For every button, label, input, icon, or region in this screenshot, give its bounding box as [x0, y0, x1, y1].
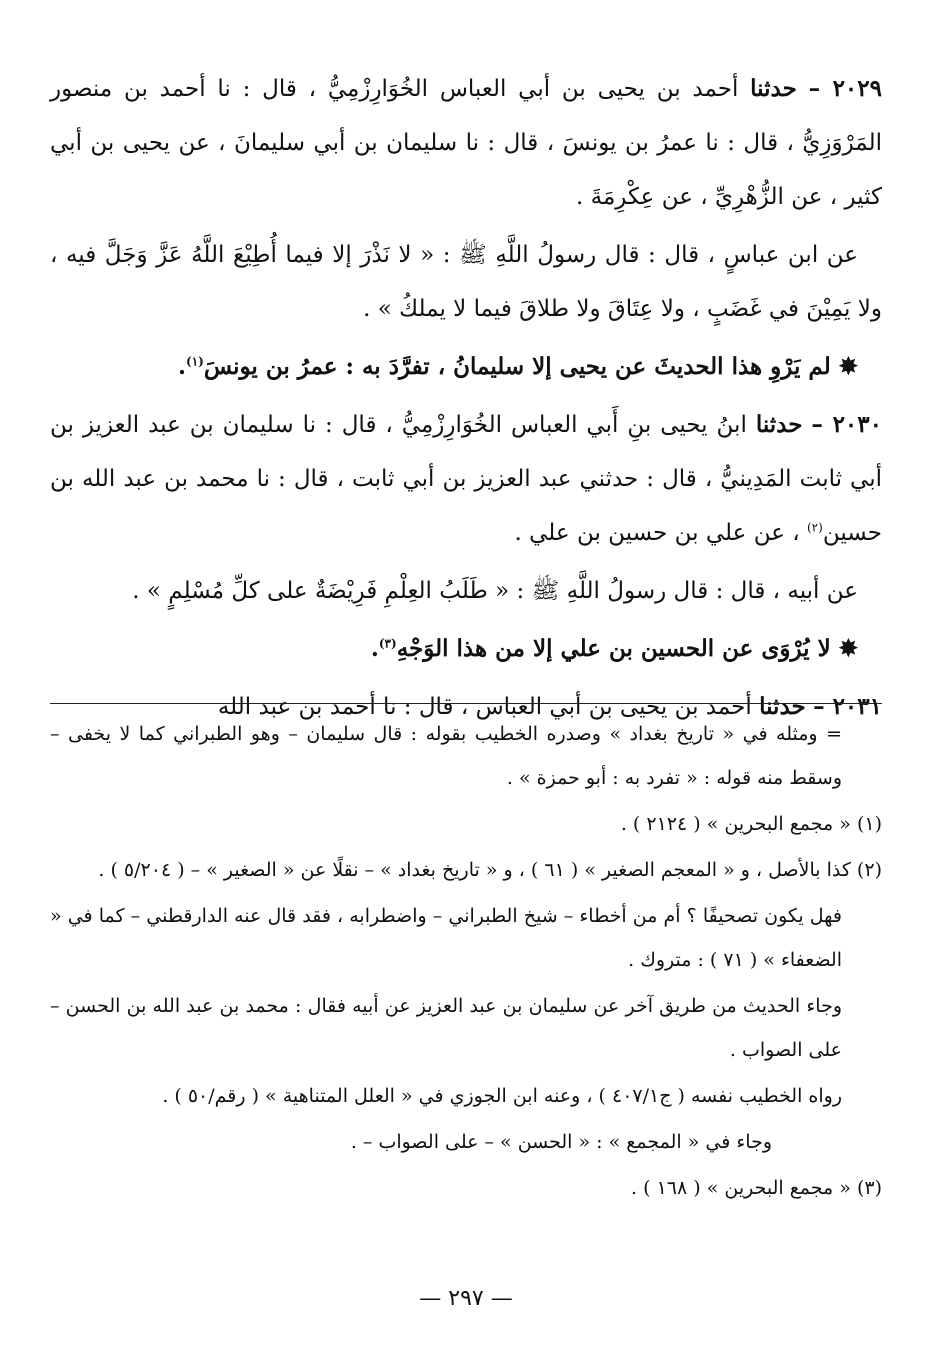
footnotes: [50, 712, 882, 1212]
hadith-number: ٢٠٣٠ –: [811, 411, 882, 438]
hadith-number: ٢٠٣١ –: [813, 693, 882, 720]
footnote-ref[interactable]: (١): [186, 354, 204, 369]
isnad-text: أحمد بن يحيى بن أبي العباس ، قال : نا أحمد بن عبد الله: [217, 694, 752, 720]
footnote-1: (١) « مجمع البحرين » ( ٢١٢٤ ) .: [620, 813, 882, 835]
hadith-2030-isnad: [50, 398, 882, 560]
hadith-2029-note: [50, 340, 882, 394]
footnote-2-para-4: رواه الخطيب نفسه ( ج٤٠٧/١ ) ، وعنه ابن الجوزي في « العلل المتناهية » ( رقم/٥٠ ) .: [162, 1085, 842, 1107]
footnote-2-para-5: وجاء في « المجمع » : « الحسن » – على الصواب – .: [350, 1131, 772, 1153]
hadith-2030-matn: عن أبيه ، قال : قال رسولُ اللَّهِ ﷺ : « طَلَبُ العِلْمِ فَرِيْضَةٌ على كلِّ مُسْلِمٍ » .: [132, 578, 858, 604]
hadith-2030-note: [50, 622, 882, 676]
footnote-continuation: [50, 712, 882, 800]
footnote-ref[interactable]: (٣): [378, 636, 397, 651]
hadith-2029-isnad: [50, 62, 882, 224]
footnote-ref[interactable]: (٢): [806, 520, 823, 535]
star-icon: ✸: [838, 635, 858, 662]
continuation-marker: =: [826, 723, 843, 745]
note-end: .: [177, 353, 186, 380]
haddathana-word: حدثنا: [750, 75, 797, 102]
isnad-text: ابنُ يحيى بنِ أَبي العباس الخُوَارِزْمِيُّ ، قال : نا سليمان بن عبد العزيز بن أبي ثابت المَدِينيُّ ، قال : حدثني عبد العزيز بن أبي ثابت ، قال : نا محمد بن عبد الله بن حسين: [50, 412, 882, 546]
page-number: — ٢٩٧ —: [419, 1286, 513, 1311]
hadith-number: ٢٠٢٩ –: [808, 75, 882, 102]
footnote-2-para-3: وجاء الحديث من طريق آخر عن سليمان بن عبد العزيز عن أبيه فقال : محمد بن عبد الله بن الحسن – على الصواب .: [50, 995, 842, 1061]
isnad-text: أحمد بن يحيى بن أبي العباس الخُوَارِزْمِيُّ ، قال : نا أحمد بن منصور المَرْوَزِيُّ ، قال : نا عمرُ بن يونسَ ، قال : نا سليمان بن أبي سليمانَ ، عن يحيى بن أبي كثير ، عن الزُّهْرِيِّ ، عن عِكْرِمَةَ .: [50, 76, 882, 210]
haddathana-word: حدثنا: [755, 411, 803, 438]
hadith-2029-matn: عن ابن عباسٍ ، قال : قال رسولُ اللَّهِ ﷺ : « لا نَذْرَ إلا فيما أُطِيْعَ اللَّهُ عَزَّ وَجَلَّ فيه ، ولا يَمِيْنَ في غَضَبٍ ، ولا عِتَاقَ ولا طلاقَ فيما لا يملكُ » .: [50, 242, 882, 322]
continuation-text: ومثله في « تاريخ بغداد » وصدره الخطيب بقوله : قال سليمان – وهو الطبراني كما لا يخفى – وسقط منه قوله : « تفرد به : أبو حمزة » .: [50, 723, 842, 789]
footnote-3: (٣) « مجمع البحرين » ( ١٦٨ ) .: [631, 1177, 882, 1199]
isnad-text-cont: ، عن علي بن حسين بن علي .: [514, 520, 800, 546]
note-end: .: [370, 635, 379, 662]
note-text: لم يَرْوِ هذا الحديثَ عن يحيى إلا سليمانُ ، تفرَّدَ به : عمرُ بن يونسَ: [203, 353, 831, 380]
footnote-2: (٢) كذا بالأصل ، و « المعجم الصغير » ( ٦١ ) ، و « تاريخ بغداد » – نقلًا عن « الصغير » – ( ٥/٢٠٤ ) .: [98, 859, 882, 881]
footnote-divider: [50, 703, 882, 704]
main-text: [50, 62, 882, 738]
footnote-2-para-2: فهل يكون تصحيفًا ؟ أم من أخطاء – شيخ الطبراني – واضطرابه ، فقد قال عنه الدارقطني – كما في « الضعفاء » ( ٧١ ) : متروك .: [50, 905, 842, 971]
star-icon: ✸: [838, 353, 858, 380]
note-text: لا يُرْوَى عن الحسين بن علي إلا من هذا الوَجْهِ: [396, 635, 831, 662]
haddathana-word: حدثنا: [759, 693, 806, 720]
